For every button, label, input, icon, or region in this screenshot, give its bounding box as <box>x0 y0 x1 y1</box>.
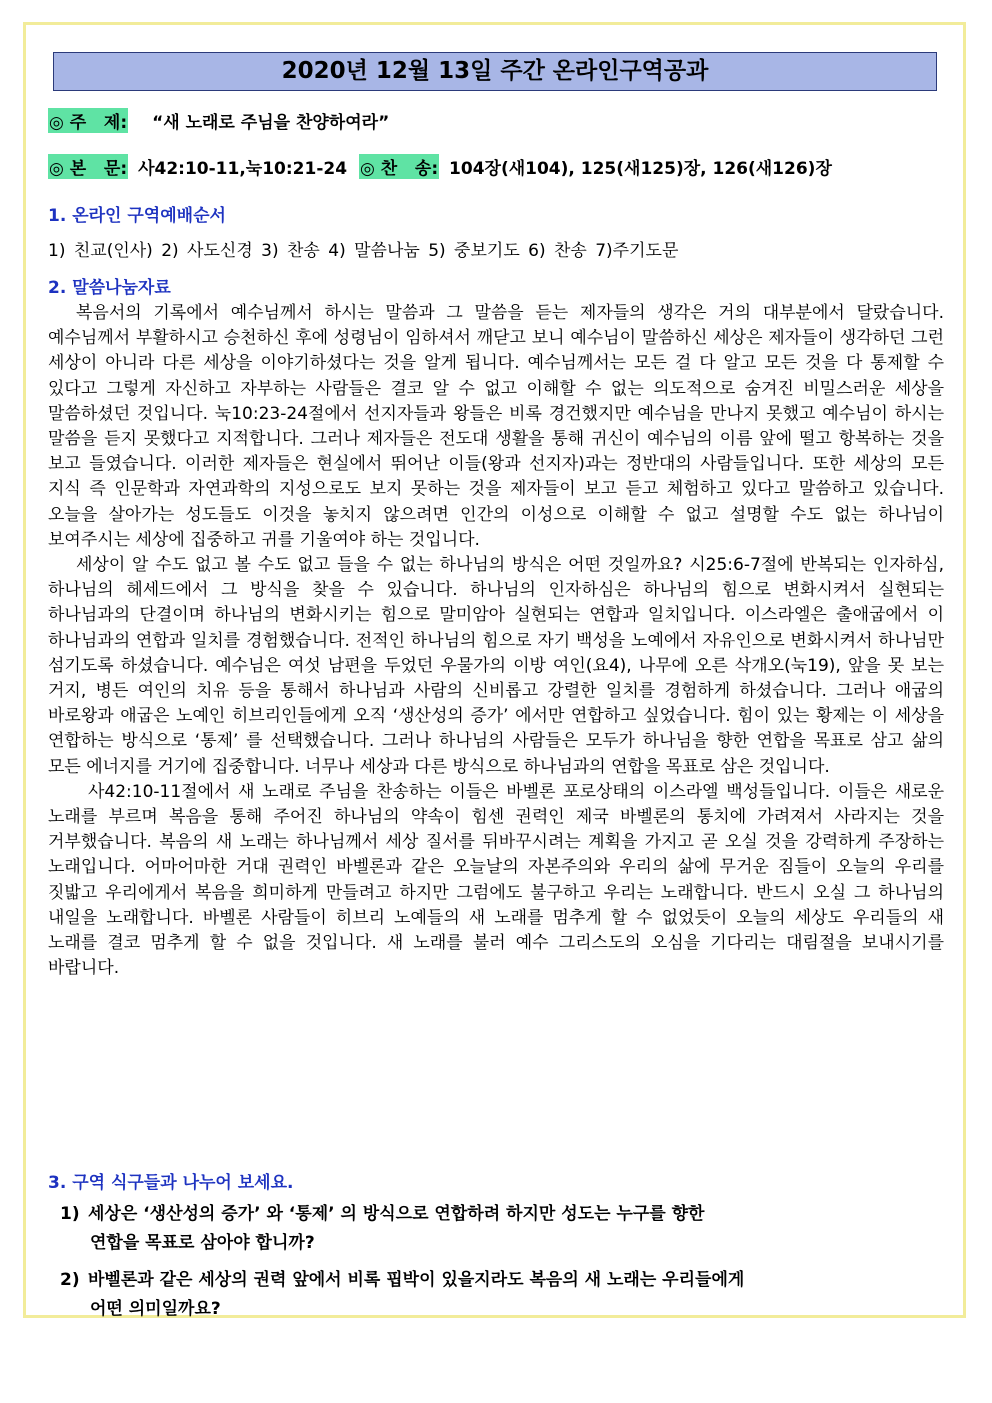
scripture-value: 사42:10-11,눅10:21-24 <box>138 159 348 179</box>
sermon-paragraph: 세상이 알 수도 없고 볼 수도 없고 들을 수 없는 하나님의 방식은 어떤 것일까요? 시25:6-7절에 반복되는 인자하심, 하나님의 헤세드에서 그 방식을 찾을 수 있습니다. 하나님의 인자하심은 하나님의 힘으로 변화시켜서 실현되는 하나님과의 단결이며 하나님의 변화시키는 힘으로 말미암아 실현되는 연합과 일치입니다. 이스라엘은 출애굽에서 이 하나님과의 연합과 일치를 경험했습니다. 전적인 하나님의 힘으로 자기 백성을 노예에서 자유인으로 변화시켜서 하나님만 섬기도록 하셨습니다. 예수님은 여섯 남편을 두었던 우물가의 이방 여인(요4), 나무에 오른 삭개오(눅19), 앞을 못 보는 거지, 병든 여인의 치유 등을 통해서 하나님과 사람의 신비롭고 강렬한 일치를 경험하게 하셨습니다. 그러나 애굽의 바로왕과 애굽은 노예인 히브리인들에게 오직 ‘생산성의 증가’ 에서만 연합하고 싶었습니다. 힘이 있는 황제는 이 세상을 연합하는 방식으로 ‘통제’ 를 선택했습니다. 그러나 하나님의 사람들은 모두가 하나님을 향한 연합을 목표로 삼고 삶의 모든 에너지를 거기에 집중합니다. 너무나 세상과 다른 방식으로 하나님과의 연합을 목표로 삼은 것입니다. <box>48 555 944 777</box>
sermon-paragraph: 복음서의 기록에서 예수님께서 하시는 말씀과 그 말씀을 듣는 제자들의 생각은 거의 대부분에서 달랐습니다. 예수님께서 부활하시고 승천하신 후에 성령님이 임하셔서 깨닫고 보니 예수님이 말씀하신 세상은 제자들이 생각하던 그런 세상이 아니라 다른 세상을 이야기하셨다는 것을 알게 됩니다. 예수님께서는 모든 걸 다 알고 모든 것을 다 통제할 수 있다고 그렇게 자신하고 자부하는 사람들은 결코 알 수 없고 이해할 수 없는 의도적으로 숨겨진 비밀스러운 세상을 말씀하셨던 것입니다. 눅10:23-24절에서 선지자들과 왕들은 비록 경건했지만 예수님을 만나지 못했고 예수님이 하시는 말씀을 듣지 못했다고 지적합니다. 그러나 제자들은 전도대 생활을 통해 귀신이 예수님의 이름 앞에 떨고 항복하는 것을 보고 들였습니다. 이러한 제자들은 현실에서 뛰어난 이들(왕과 선지자)과는 정반대의 사람들입니다. 또한 세상의 모든 지식 즉 인문학과 자연과학의 지성으로도 보지 못하는 것을 제자들이 보고 듣고 체험하고 있다고 말씀하고 있습니다. 오늘을 살아가는 성도들도 이것을 놓치지 않으려면 인간의 이성으로 이해할 수 없고 설명할 수도 없는 하나님이 보여주시는 세상에 집중하고 귀를 기울여야 하는 것입니다. <box>48 303 944 550</box>
page-title: 2020년 12월 13일 주간 온라인구역공과 <box>53 52 937 91</box>
question-text-cont: 어떤 의미일까요? <box>90 1299 221 1319</box>
section1-heading: 1. 온라인 구역예배순서 <box>48 206 226 226</box>
sermon-text <box>48 301 944 981</box>
theme-value: “새 노래로 주님을 찬양하여라” <box>152 113 390 133</box>
theme-label: ◎ 주 제: <box>48 108 128 133</box>
scripture-hymn-row <box>48 154 832 179</box>
scripture-label: ◎ 본 문: <box>48 154 128 179</box>
hymn-value: 104장(새104), 125(새125)장, 126(새126)장 <box>449 159 832 179</box>
section3-heading: 3. 구역 식구들과 나누어 보세요. <box>48 1173 294 1193</box>
worship-order: 1) 친교(인사) 2) 사도신경 3) 찬송 4) 말씀나눔 5) 중보기도 6) 찬송 7)주기도문 <box>48 241 679 261</box>
discussion-question <box>60 1200 940 1258</box>
discussion-question <box>60 1266 940 1324</box>
question-text: 세상은 ‘생산성의 증가’ 와 ‘통제’ 의 방식으로 연합하려 하지만 성도는 누구를 향한 <box>88 1204 705 1224</box>
question-number: 1) <box>60 1204 80 1224</box>
theme-row <box>48 108 389 133</box>
question-text: 바벨론과 같은 세상의 권력 앞에서 비록 핍박이 있을지라도 복음의 새 노래는 우리들에게 <box>88 1270 745 1290</box>
section2-heading: 2. 말씀나눔자료 <box>48 278 171 298</box>
question-text-cont: 연합을 목표로 삼아야 합니까? <box>90 1233 315 1253</box>
hymn-label: ◎ 찬 송: <box>359 154 439 179</box>
question-number: 2) <box>60 1270 80 1290</box>
sermon-paragraph: 사42:10-11절에서 새 노래로 주님을 찬송하는 이들은 바벨론 포로상태의 이스라엘 백성들입니다. 이들은 새로운 노래를 부르며 복음을 통해 주어진 하나님의 약속이 힘센 권력인 제국 바벨론의 통치에 가려져서 사라지는 것을 거부했습니다. 복음의 새 노래는 하나님께서 세상 질서를 뒤바꾸시려는 계획을 가지고 곧 오실 것을 강력하게 주장하는 노래입니다. 어마어마한 거대 권력인 바벨론과 같은 오늘날의 자본주의와 우리의 삶에 무거운 짐들이 오늘의 우리를 짓밟고 우리에게서 복음을 희미하게 만들려고 하지만 그럼에도 불구하고 우리는 노래합니다. 반드시 오실 그 하나님의 내일을 노래합니다. 바벨론 사람들이 히브리 노예들의 새 노래를 멈추게 할 수 없었듯이 오늘의 세상도 우리들의 새 노래를 결코 멈추게 할 수 없을 것입니다. 새 노래를 불러 예수 그리스도의 오심을 기다리는 대림절을 보내시기를 바랍니다. <box>48 781 944 979</box>
